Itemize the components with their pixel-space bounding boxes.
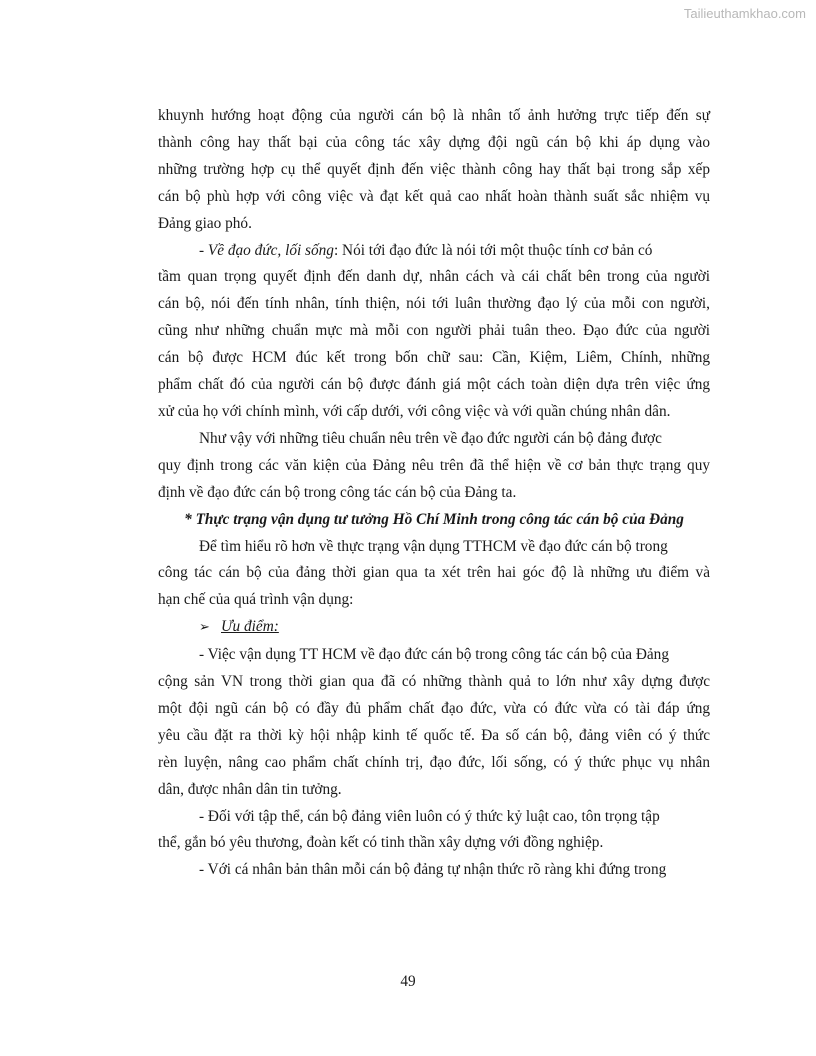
document-body <box>158 103 710 884</box>
body-line: khuynh hướng hoạt động của người cán bộ là nhân tố ảnh hưởng trực tiếp đến sự <box>158 107 710 124</box>
body-line: cán bộ được HCM đúc kết trong bốn chữ sau: Cần, Kiệm, Liêm, Chính, những <box>158 349 710 367</box>
body-line: : Nói tới đạo đức là nói tới một thuộc tính cơ bản có <box>333 241 653 259</box>
body-line: quy định trong các văn kiện của Đảng nêu trên đã thể hiện về cơ bản thực trạng quy <box>158 456 710 474</box>
body-line: cán bộ phù hợp với công việc và đạt kết quả cao nhất hoàn thành suất sắc nhiệm vụ <box>158 187 710 205</box>
body-line: cộng sản VN trong thời gian qua đã có những thành quả to lớn như xây dựng được <box>158 673 710 691</box>
body-line: công tác cán bộ của đảng thời gian qua ta xét trên hai góc độ là những ưu điểm và <box>158 564 710 582</box>
body-line: dân, được nhân dân tin tưởng. <box>158 780 342 798</box>
body-line: những trường hợp cụ thể quyết định đến việc thành công hay thất bại trong sắp xếp <box>158 160 710 178</box>
body-line: - Đối với tập thể, cán bộ đảng viên luôn có ý thức kỷ luật cao, tôn trọng tập <box>199 807 660 825</box>
body-line: yêu cầu đặt ra thời kỳ hội nhập kinh tế quốc tế. Đa số cán bộ, đảng viên có ý thức <box>158 726 710 744</box>
ethics-heading-italic: Về đạo đức, lối sống <box>207 241 334 259</box>
body-line: hạn chế của quá trình vận dụng: <box>158 591 354 609</box>
body-line: thể, gắn bó yêu thương, đoàn kết có tinh thần xây dựng với đồng nghiệp. <box>158 834 604 852</box>
body-line: Như vậy với những tiêu chuẩn nêu trên về đạo đức người cán bộ đảng được <box>199 429 662 447</box>
advantages-bullet <box>158 614 710 642</box>
body-line: tầm quan trọng quyết định đến danh dự, nhân cách và cái chất bên trong của người <box>158 268 710 286</box>
body-line: xử của họ với chính mình, với cấp dưới, với công việc và với quần chúng nhân dân. <box>158 402 671 420</box>
ethics-paragraph-first-line <box>158 238 710 265</box>
body-line: Đảng giao phó. <box>158 214 252 232</box>
body-line: Để tìm hiểu rõ hơn về thực trạng vận dụng TTHCM về đạo đức cán bộ trong <box>199 537 668 555</box>
body-line: - Việc vận dụng TT HCM về đạo đức cán bộ trong công tác cán bộ của Đảng <box>199 646 669 664</box>
section-heading: * Thực trạng vận dụng tư tưởng Hồ Chí Minh trong công tác cán bộ của Đảng <box>184 510 684 528</box>
watermark-text: Tailieuthamkhao.com <box>683 6 806 21</box>
dash-prefix: - <box>199 241 208 259</box>
body-line: phẩm chất đó của người cán bộ được đánh giá một cách toàn diện dựa trên việc ứng <box>158 376 710 394</box>
body-line: - Với cá nhân bản thân mỗi cán bộ đảng tự nhận thức rõ ràng khi đứng trong <box>199 861 667 879</box>
body-line: định về đạo đức cán bộ trong công tác cán bộ của Đảng ta. <box>158 483 517 501</box>
body-line: một đội ngũ cán bộ có đầy đủ phẩm chất đạo đức, vừa có đức vừa có tài đáp ứng <box>158 699 710 717</box>
arrow-bullet-icon: ➢ <box>199 620 210 636</box>
page-number: 49 <box>400 973 416 990</box>
body-line: rèn luyện, nâng cao phẩm chất chính trị, đạo đức, lối sống, có ý thức phục vụ nhân <box>158 753 710 771</box>
body-line: thành công hay thất bại của công tác xây dựng đội ngũ cán bộ khi áp dụng vào <box>158 133 710 151</box>
advantages-label: Ưu điểm: <box>221 618 279 636</box>
body-line: cũng như những chuẩn mực mà mỗi con người phải tuân theo. Đạo đức của người <box>158 322 710 340</box>
body-line: cán bộ, nói đến tính nhân, tính thiện, nói tới luân thường đạo lý của mỗi con người, <box>158 295 710 313</box>
